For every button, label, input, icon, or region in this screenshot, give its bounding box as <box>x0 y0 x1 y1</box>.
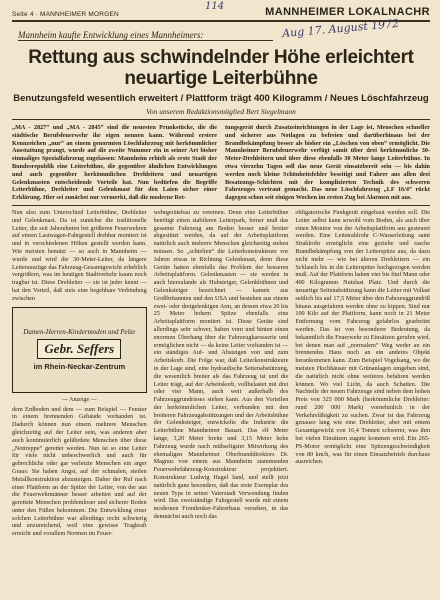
body-column-1 <box>12 209 147 538</box>
body-column-3 <box>295 209 430 538</box>
ad-location: im Rhein-Neckar-Zentrum <box>33 362 126 372</box>
section-title: MANNHEIMER LOKALNACHR <box>265 6 430 18</box>
article-byline: Von unserem Redaktionsmitglied Bert Siegelmann <box>12 107 430 120</box>
body-text-col2: wehrgerätebau zu vereinen. Denn eine Leiterbühne benötigt einen stabileren Leiterpark, ferner muß das gesamte Fahrzeug am Boden besser und breiter abgestützt werden, da auf der Arbeitsplattform natürlich auch mehrere Menschen gleichzeitig stehen müssen. So „schielten“ die Leiterkonstrukteure vor Jahren etwas in Richtung Gelenkmast, denn diese Geräte hatten ebenfalls das Problem der besseren Arbeitsplattform. Gelenkmasten — sie werden in auch hierzulande als Hubsteiger, Gelenkbühnen und Gelenksteiger bezeichnet — kamen aus Großbritannien und den USA und bestehen aus einem zwei- oder dreigelenkigen Arm, an dessen etwa 20 bis 25 Meter hohem Spitze ebenfalls eine Arbeitsplattform montiert ist. Diese Geräte sind allerdings sehr schwer, haben vorn und hinten einen enormen Überhang über die Fahrzeugkarosserie und ermöglichen nicht — da keine Leiter vorhanden ist — ein ständiges Auf- und Absteigen von und zum Arbeitskorb. Die Folge war, daß Leiterkonstrukteure in der Lage sind, eine hydraulische Seitenabstützung, die wesentlich breiter als das Fahrzeug ist und die Leiter trägt, auf der Arbeitskorb, vollbelastet mit drei oder vier Mann, auch weit außerhalb des Fahrzeuggrundrisses stehen kann. Aus den Vorteilen der herkömmlichen Leiter, verbunden mit den breiteren Fahrzeugabstützungen und der Arbeitsbühne der Gelenksteiger, entwickelte die Industrie die Leiterbühne Mannheimer Bauart. Das elf Meter lange, 3,20 Meter breite und 3,15 Meter hohe Fahrzeug wurde nach mühseligster Mitwirkung des ehemaligen Mannheimer Oberbranddirektors Dr. Magnus von einem aus Mannheim stammenden Feuerwehrfahrzeug-Konstrukteur projektiert. Konstrukteur Ludwig Hagel fand, und stellt jetzt natürlich ganz besonders, daß das erste Exemplar des neuen Typs in seiner Vaterstadt Verwendung finden wird. Das zweiständige Fahrgestell wurde mit einem modernen Frontlenker-Fahrerhaus versehen, in das demnächst auch noch das <box>153 208 289 521</box>
handwritten-page-number: 114 <box>205 1 225 12</box>
body-text-col1-top: Nun also zum Unterschied Leiterbühne, Drehleiter und Gelenkmast. Da ist zunächst die traditionelle Leiter, die seit Jahrzehnten bei größeren Feuerwehren auf einem Lastwagen-Fahrgestell drehbar montiert ist und in verschiedenen Höhen gestellt werden kann. Wie meisten benutzt — so auch in Mannheim — wurde und wird die 30-Meter-Leiter, da längere Leiterauszüge das Fahrzeug-Gesamtgewicht erheblich vergrößern, was im heutigen Stadtverkehr kaum noch tragbar ist. Diese Drehleiter — sie ist jeder kennt — hat den Vorteil, daß stets eine begehbare Verbindung zwischen <box>12 208 147 302</box>
ad-caption: — Anzeige — <box>62 396 97 403</box>
ad-line-1: Damen-Herren-Kindermoden und Pelze <box>23 328 136 337</box>
article-lead <box>12 124 430 202</box>
body-text-col1-bottom: dem Erdboden und dem — zum Beispiel — Fenster in einem brennenden Gebäude vorhanden ist. Dadurch können nun einem mehrere Menschen gleichzeitig auf der Leiter sein, was anderen aber auch kontinuierlich gefährdete Menschen über diese „Nottreppe“ gerettet werden. Nun ist so eine Leiter für viele nicht unbeschwerlich und auch für gebrechliche oder gar verletzte Menschen ein arger Graus: Sie haben Angst, auf der schmalen, steilen Metallkonstruktion abzusteigen. Daher der Ruf nach einer Plattform an der Spitze der Leiter, von der aus die Feuerwehrmänner besser arbeiten und auf der gerettete Menschen problemloser und sicherer Boden unter den Füßen bekommen. Die Entwicklung einer solchen Leiterbühne war allerdings recht schwierig und unzureichend, weil eine gewisse Tragkraft erreicht und vorallem Normen im Feuer- <box>12 405 147 538</box>
section-divider <box>12 205 430 206</box>
body-text-col3: obligatorische Funkgerät eingebaut werden soll. Die Leiter selbst kann sowohl vom Boden, als auch über einen Monitor von der Arbeitsplattform aus gesteuert werden. Eine Leitstrahlrohr C-Wasserleitung samt Strahlrohr ermöglicht eine gezielte und rasche Brandbekämpfung von der Leiterspitze aus, da dazu nicht mehr — wie bei älteren Drehleitern — ein Schlauch bis in die Leiterspitze hochgezogen werden muß. Auf der Plattform haben vier bis fünf Mann oder 400 Kilogramm Nutzlast Platz. Und durch die neuartige Seitenabstützung kann die Leiter mit Vollast seitlich bis auf 17,5 Meter über den Fahrzeuggrundriß hinaus ausgefahren werden ohne zu kippen. Sind nur 100 Kilo auf der Plattform, kann noch in 21 Meter Entfernung vom Fahrzeug gefahrlos gearbeitet werden. Das ist von besonderer Bedeutung, da bekanntlich die Feuerwehr zu Einsätzen gerufen wird, bei denen man auf „normalem“ Weg weder an ein brennendes Haus noch an ein anderes Objekt herankommen kann. Zum Beispiel Vogelsang, wo die meisten Hochhäuser mit Grünanlagen umgeben sind, die natürlich nicht ohne weiteres befahren werden können. Wo viel Licht, da auch Schatten. Die Nachteile der neuen Fahrzeuge sind neben dem hohen Preis von 325 000 Mark (herkömmliche Drehleiter: rund 200 000 Mark) vornehmlich in der Verkehrsfähigkeit zu suchen. Zwar ist das Fahrzeug genauso lang wie eine Drehleiter, aber mit einem Gesamtgewicht von 16,4 Tonnen schwerer, was ihm bei vielen Einsätzen zugute kommen wird. Ein 265-PS-Motor ermöglicht eine Spitzengeschwindigkeit von 80 km/h, was für einen Einsatzbetrieb durchaus ausreichen. <box>295 208 431 466</box>
article-headline: Rettung aus schwindelnder Höhe erleichtert neuartige Leiterbühne <box>28 47 414 89</box>
advertisement <box>12 307 147 393</box>
article-subhead: Benutzungsfeld wesentlich erweitert / Plattform trägt 400 Kilogramm / Neues Löschfahrzeug <box>13 93 429 104</box>
article-kicker: Mannheim kaufte Entwicklung eines Mannheimers: <box>18 30 273 41</box>
body-column-2 <box>154 209 289 538</box>
ad-logo: Gebr. Seffers <box>37 339 121 359</box>
article-body <box>12 209 430 538</box>
page-folio: Seite 4 · MANNHEIMER MORGEN <box>12 11 119 18</box>
lead-column-right <box>225 124 430 202</box>
handwritten-date: Aug 17. August 1972 <box>281 16 400 41</box>
lead-text-left: „MA - 2827“ und „MA - 2845“ sind die neuesten Prunkstücke, die die städtische Berufsfeuerwehr ihr eigen nennen kann. Während erstere Kennzeichen „nur“ an einem genormten Löschfahrzeug mit herkömmlicher Ausstattung prangt, wurde auf die zweite Nummer ein in seiner Art bisher einmaliges Spezialfahrzeug zugelassen: Mannheim erhielt als erste Stadt der Bundesrepublik eine Leiterbühne, die gegenüber ähnlichen Entwicklungen und auch gegenüber herkömmlichen Drehleitern und neuartigen Gelenkmasten entscheidende Vorteile hat. Nun bedürfen die Begriffe Leiterbühne, Drehleiter und Gelenkmast für den Laien sicher einer Erklärung. Hier sei zunächst nur vermerkt, daß die moderne Ret- <box>12 124 217 202</box>
lead-text-right: tungsgerät durch Zusatzeinrichtungen in der Lage ist, Menschen schneller und sicherer aus Notlagen zu befreien und darüberhinaus bei der Brandbekämpfung besser als bisher ein „Löschen von oben“ ermöglicht. Die Mannheimer Berufsfeuerwehr verfügt somit über drei herkömmliche 30-Meter-Drehleitern und über diese ebenfalls 30 Meter lange Leiterbühne. In etwa vierzehn Tagen soll das neue Gerät einsatzbereit sein — bis dahin werden noch kleine Schönheitsfehler beseitigt und Fahrer aus allen drei Besatzungs-Schichten mit der komplizierten Technik des schweren Fahrzeuges vertraut gemacht. Das neue Löschfahrzeug „LF 16/4“ rückt dagegen schon seit einigen Wochen im ersten Zug bei Alarmen mit aus. <box>225 124 430 202</box>
lead-column-left <box>12 124 217 202</box>
